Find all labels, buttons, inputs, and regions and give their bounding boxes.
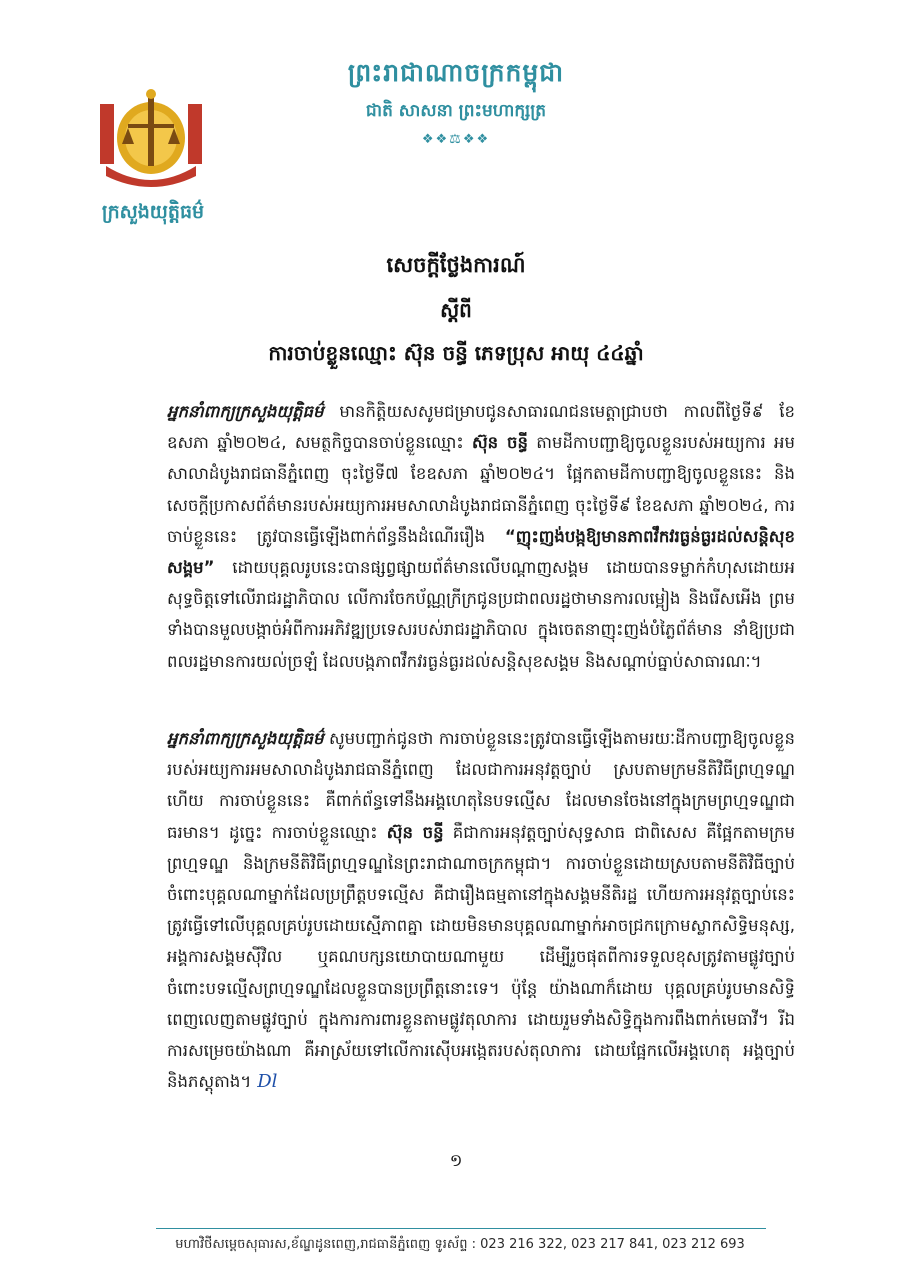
kingdom-heading: ព្រះរាជាណាចក្រកម្ពុជា xyxy=(347,58,565,87)
spokesperson-lead: អ្នកនាំពាក្យក្រសួងយុត្តិធម៌ xyxy=(167,402,324,421)
footer-divider xyxy=(156,1228,766,1229)
paragraph-text: សូមបញ្ជាក់ជូនថា ការចាប់ខ្លួននេះត្រូវបានធ្វើឡើងតាមរយៈដីកាបញ្ជាឱ្យចូលខ្លួន របស់អយ្យការអមសាលាដំបូងរាជធានីភ្នំពេញ ដែលជាការអនុវត្តច្បាប់ ស្របតាមក្រមនីតិវិធីព្រហ្មទណ្ឌ ហើយ ការចាប់ខ្លួននេះ គឺពាក់ព័ន្ធទៅនឹងអង្គហេតុនៃបទល្មើស ដែលមានចែងនៅក្នុងក្រមព្រហ្មទណ្ឌជាធរមាន។ ដូច្នេះ ការចាប់ខ្លួនឈ្មោះ xyxy=(167,729,795,842)
charge-quote: “ញុះញង់បង្កឱ្យមានភាពវឹកវរធ្ងន់ធ្ងរដល់សន្តិសុខសង្គម” xyxy=(167,526,795,578)
person-name: ស៊ុន ចន្ធី xyxy=(386,822,444,842)
ministry-name: ក្រសួងយុត្តិធម៌ xyxy=(101,201,205,223)
paragraph-text: តាមដីកាបញ្ជាឱ្យចូលខ្លួនរបស់អយ្យការ អមសាលាដំបូងរាជធានីភ្នំពេញ ចុះថ្ងៃទី៧ ខែឧសភា ឆ្នាំ២០២៤។ ផ្អែកតាមដីកាបញ្ជាឱ្យចូលខ្លួននេះ និង សេចក្តីប្រកាសព័ត៌មានរបស់អយ្យការអមសាលាដំបូងរាជធានីភ្នំពេញ ចុះថ្ងៃទី៩ ខែឧសភា ឆ្នាំ២០២៤, ការចាប់ខ្លួននេះ ត្រូវបានធ្វើឡើងពាក់ព័ន្ធនឹងដំណើររឿង xyxy=(167,433,795,546)
paragraph-text: គឺជាការអនុវត្តច្បាប់សុទ្ធសាធ ជាពិសេស គឺផ្អែកតាមក្រមព្រហ្មទណ្ឌ និងក្រមនីតិវិធីព្រហ្មទណ្ឌនៃព្រះរាជាណាចក្រកម្ពុជា។ ការចាប់ខ្លួនដោយស្របតាមនីតិវិធីច្បាប់ ចំពោះបុគ្គលណាម្នាក់ដែលប្រព្រឹត្តបទល្មើស គឺជារឿងធម្មតានៅក្នុងសង្គមនីតិរដ្ឋ ហើយការអនុវត្តច្បាប់នេះត្រូវធ្វើទៅលើបុគ្គលគ្រប់រូបដោយស្មើភាពគ្នា ដោយមិនមានបុគ្គលណាម្នាក់អាចជ្រកក្រោមស្លាកសិទ្ធិមនុស្ស, អង្គការសង្គមស៊ីវិល ឬគណបក្សនយោបាយណាមួយ ដើម្បីរួចផុតពីការទទួលខុសត្រូវតាមផ្លូវច្បាប់ ចំពោះបទល្មើសព្រហ្មទណ្ឌដែលខ្លួនបានប្រព្រឹត្តនោះទេ។ ប៉ុន្តែ យ៉ាងណាក៏ដោយ បុគ្គលគ្រប់រូបមានសិទ្ធិពេញលេញតាមផ្លូវច្បាប់ ក្នុងការការពារខ្លួនតាមផ្លូវតុលាការ ដោយរួមទាំងសិទ្ធិក្នុងការពឹងពាក់មេធាវី។ រីឯការសម្រេចយ៉ាងណា គឺអាស្រ័យទៅលើការស៊ើបអង្កេតរបស់តុលាការ ដោយផ្អែកលើអង្គហេតុ អង្គច្បាប់ និងភស្តុតាង។ xyxy=(167,822,796,1092)
footer-contact: មហាវិថីសម្តេចសុធារស,ខ័ណ្ឌដូនពេញ,រាជធានីភ្នំពេញ ទូរស័ព្ទ : 023 216 322, 023 217 841, 023 212 693 xyxy=(175,1237,745,1252)
header-ornament: ❖❖⚖❖❖ xyxy=(421,132,491,147)
paragraph-text: មានកិត្តិយសសូមជម្រាបជូនសាធារណជនមេត្តាជ្រាបថា កាលពីថ្ងៃទី៩ ខែឧសភា ឆ្នាំ២០២៤, សមត្ថកិច្ចបានចាប់ខ្លួនឈ្មោះ xyxy=(167,402,795,453)
national-motto: ជាតិ សាសនា ព្រះមហាក្សត្រ xyxy=(365,101,547,121)
statement-about: ស្តីពី xyxy=(440,298,472,322)
statement-subject: ការចាប់ខ្លួនឈ្មោះ ស៊ុន ចន្ធី ភេទប្រុស អាយុ ៤៤ឆ្នាំ xyxy=(268,341,644,365)
body-paragraph-2 xyxy=(167,723,795,1097)
body-paragraph-1 xyxy=(167,396,795,677)
ministry-emblem-icon xyxy=(96,86,206,194)
paragraph-text: ដោយបុគ្គលរូបនេះបានផ្សព្វផ្សាយព័ត៌មានលើបណ្តាញសង្គម ដោយបានទម្លាក់កំហុសដោយអសុទ្ធចិត្តទៅលើរាជរដ្ឋាភិបាល លើការចែកប័ណ្ណក្រីក្រជូនប្រជាពលរដ្ឋថាមានការលម្អៀង និងរើសអើង ព្រមទាំងបានមួលបង្កាច់អំពីការអភិវឌ្ឍប្រទេសរបស់រាជរដ្ឋាភិបាល ក្នុងចេតនាញុះញង់បំភ្លៃព័ត៌មាន នាំឱ្យប្រជាពលរដ្ឋមានការយល់ច្រឡំ ដែលបង្កភាពវឹកវរធ្ងន់ធ្ងរដល់សន្តិសុខសង្គម និងសណ្តាប់ធ្នាប់សាធារណៈ។ xyxy=(167,558,795,671)
page-number: ១ xyxy=(449,1151,463,1171)
spokesperson-lead: អ្នកនាំពាក្យក្រសួងយុត្តិធម៌ xyxy=(167,729,324,748)
person-name: ស៊ុន ចន្ធី xyxy=(471,433,528,453)
initials-signature: Dl xyxy=(257,1071,278,1093)
statement-title: សេចក្តីថ្លែងការណ៍ xyxy=(386,253,526,277)
